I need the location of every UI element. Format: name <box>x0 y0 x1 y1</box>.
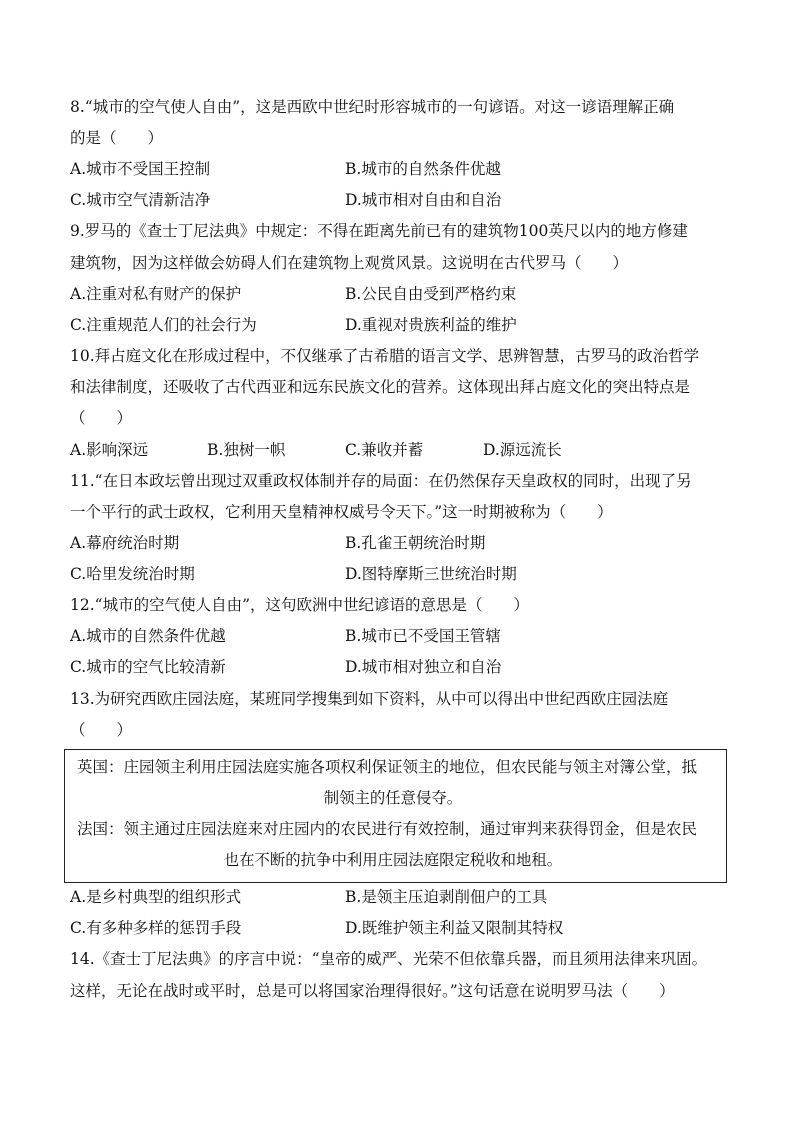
q10-option-b: B.独树一帜 <box>207 441 286 459</box>
q13-option-b: B.是领主压迫剥削佃户的工具 <box>345 888 548 906</box>
q13-material-box <box>64 749 727 883</box>
q9-option-d: D.重视对贵族利益的维护 <box>345 316 517 334</box>
q9-stem-line1: 9.罗马的《查士丁尼法典》中规定：不得在距离先前已有的建筑物100英尺以内的地方修建 <box>70 222 688 240</box>
q11-stem-line2: 一个平行的武士政权，它利用天皇精神权威号令天下。”这一时期被称为（ ） <box>70 503 613 521</box>
q9-option-c: C.注重规范人们的社会行为 <box>70 316 257 334</box>
q8-stem-line1: 8.“城市的空气使人自由”，这是西欧中世纪时形容城市的一句谚语。对这一谚语理解正确 <box>70 98 675 116</box>
q11-option-c: C.哈里发统治时期 <box>70 565 195 583</box>
q10-stem-line2: 和法律制度，还吸收了古代西亚和远东民族文化的营养。这体现出拜占庭文化的突出特点是 <box>70 378 691 396</box>
q14-stem-line1: 14.《查士丁尼法典》的序言中说：“皇帝的威严、光荣不但依靠兵器，而且须用法律来巩固。 <box>70 950 708 968</box>
q8-option-b: B.城市的自然条件优越 <box>345 160 501 178</box>
q8-option-c: C.城市空气清新洁净 <box>70 191 211 209</box>
q11-stem-line1: 11.“在日本政坛曾出现过双重政权体制并存的局面：在仍然保存天皇政权的同时，出现了另 <box>70 472 692 490</box>
q12-option-a: A.城市的自然条件优越 <box>70 627 226 645</box>
q11-option-d: D.图特摩斯三世统治时期 <box>345 565 517 583</box>
q11-option-a: A.幕府统治时期 <box>70 534 180 552</box>
q12-option-b: B.城市已不受国王管辖 <box>345 627 501 645</box>
q13-option-a: A.是乡村典型的组织形式 <box>70 888 242 906</box>
q13-material-england-line2: 制领主的任意侵夺。 <box>323 789 463 807</box>
q13-option-c: C.有多种多样的惩罚手段 <box>70 919 242 937</box>
q11-option-b: B.孔雀王朝统治时期 <box>345 534 486 552</box>
q10-option-a: A.影响深远 <box>70 441 149 459</box>
q13-material-france-line2: 也在不断的抗争中利用庄园法庭限定税收和地租。 <box>223 851 563 869</box>
q8-option-d: D.城市相对自由和自治 <box>345 191 502 209</box>
q10-stem-line3: （ ） <box>70 409 133 427</box>
q12-option-d: D.城市相对独立和自治 <box>345 658 502 676</box>
q9-option-b: B.公民自由受到严格约束 <box>345 285 517 303</box>
q8-option-a: A.城市不受国王控制 <box>70 160 211 178</box>
q8-stem-line2: 的是（ ） <box>70 129 164 147</box>
q13-stem-line1: 13.为研究西欧庄园法庭，某班同学搜集到如下资料，从中可以得出中世纪西欧庄园法庭 <box>70 690 669 708</box>
q9-option-a: A.注重对私有财产的保护 <box>70 285 242 303</box>
q13-stem-line2: （ ） <box>70 721 133 739</box>
q13-option-d: D.既维护领主利益又限制其特权 <box>345 919 564 937</box>
q13-material-france-line1: 法国：领主通过庄园法庭来对庄园内的农民进行有效控制，通过审判来获得罚金，但是农民 <box>77 820 698 838</box>
q10-stem-line1: 10.拜占庭文化在形成过程中，不仅继承了古希腊的语言文学、思辨智慧，古罗马的政治哲学 <box>70 347 700 365</box>
q9-stem-line2: 建筑物，因为这样做会妨碍人们在建筑物上观赏风景。这说明在古代罗马（ ） <box>70 254 629 272</box>
q12-option-c: C.城市的空气比较清新 <box>70 658 226 676</box>
q12-stem-line1: 12.“城市的空气使人自由”，这句欧洲中世纪谚语的意思是（ ） <box>70 596 530 614</box>
q10-option-c: C.兼收并蓄 <box>345 441 424 459</box>
q14-stem-line2: 这样，无论在战时或平时，总是可以将国家治理得很好。”这句话意在说明罗马法（ ） <box>70 982 675 1000</box>
q10-option-d: D.源远流长 <box>483 441 562 459</box>
q13-material-england-line1: 英国：庄园领主利用庄园法庭实施各项权利保证领主的地位，但农民能与领主对簿公堂，抵 <box>77 758 698 776</box>
